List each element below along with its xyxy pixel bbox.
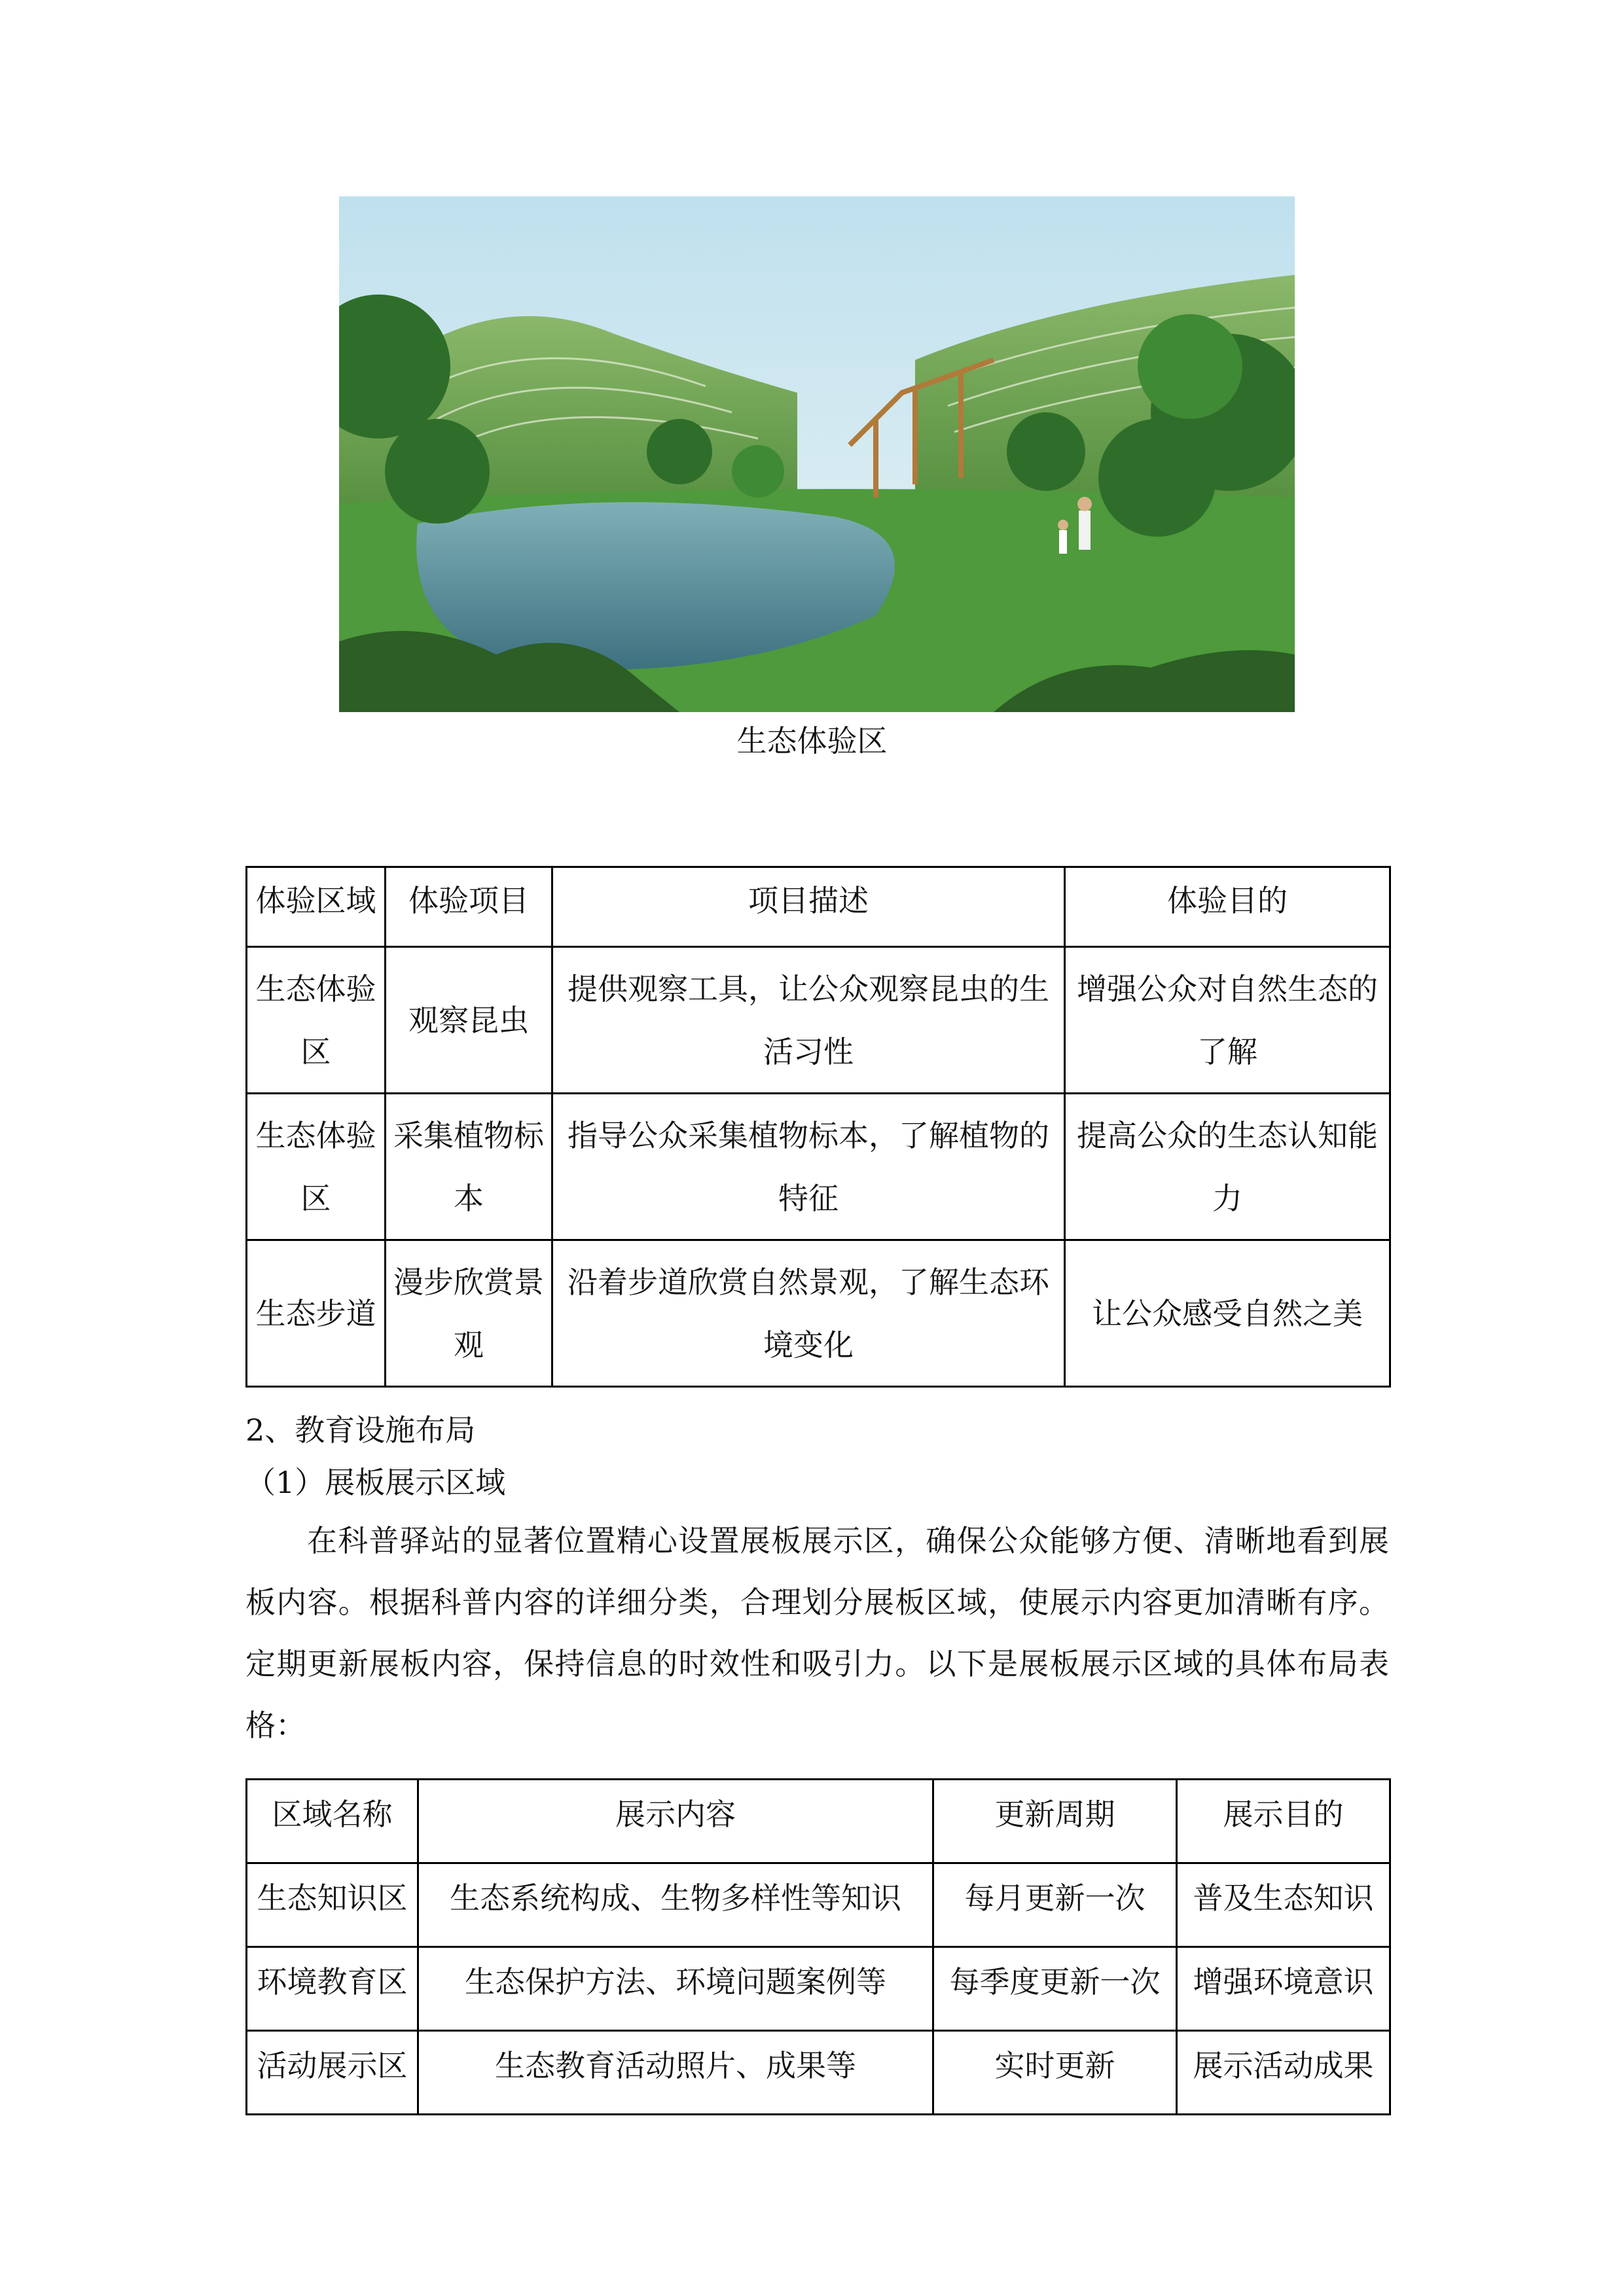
header-cell: 体验区域 <box>247 867 386 947</box>
table-cell: 生态系统构成、生物多样性等知识 <box>418 1863 933 1947</box>
table-cell: 提供观察工具，让公众观察昆虫的生活习性 <box>552 947 1065 1094</box>
table-row <box>247 1947 1390 2031</box>
table-row <box>247 1863 1390 1947</box>
table-row <box>247 947 1390 1094</box>
header-cell: 体验目的 <box>1065 867 1390 947</box>
table-cell: 活动展示区 <box>247 2031 418 2115</box>
table-cell: 提高公众的生态认知能力 <box>1065 1094 1390 1240</box>
table-cell: 实时更新 <box>933 2031 1177 2115</box>
body-paragraph: 在科普驿站的显著位置精心设置展板展示区，确保公众能够方便、清晰地看到展板内容。根据科普内容的详细分类，合理划分展板区域，使展示内容更加清晰有序。定期更新展板内容，保持信息的时效性和吸引力。以下是展板展示区域的具体布局表格： <box>245 1523 1389 1743</box>
table-row <box>247 2031 1390 2115</box>
table-cell: 采集植物标本 <box>386 1094 552 1240</box>
table-row <box>247 1094 1390 1240</box>
header-cell: 体验项目 <box>386 867 552 947</box>
table-cell: 每月更新一次 <box>933 1863 1177 1947</box>
table-cell: 增强公众对自然生态的了解 <box>1065 947 1390 1094</box>
table-cell: 生态教育活动照片、成果等 <box>418 2031 933 2115</box>
table-cell: 展示活动成果 <box>1177 2031 1390 2115</box>
header-cell: 项目描述 <box>552 867 1065 947</box>
table-cell: 指导公众采集植物标本，了解植物的特征 <box>552 1094 1065 1240</box>
table-cell: 生态体验区 <box>247 1094 386 1240</box>
table-cell: 沿着步道欣赏自然景观，了解生态环境变化 <box>552 1240 1065 1387</box>
display-board-table <box>245 1778 1391 2115</box>
header-cell: 展示目的 <box>1177 1780 1390 1863</box>
figure-caption: 生态体验区 <box>736 723 888 759</box>
table-cell: 普及生态知识 <box>1177 1863 1390 1947</box>
table-cell: 生态保护方法、环境问题案例等 <box>418 1947 933 2031</box>
table-cell: 观察昆虫 <box>386 947 552 1094</box>
header-cell: 区域名称 <box>247 1780 418 1863</box>
table-cell: 漫步欣赏景观 <box>386 1240 552 1387</box>
table-cell: 让公众感受自然之美 <box>1065 1240 1390 1387</box>
table-header-row <box>247 867 1390 947</box>
header-cell: 展示内容 <box>418 1780 933 1863</box>
table-cell: 每季度更新一次 <box>933 1947 1177 2031</box>
section-subheading: （1）展板展示区域 <box>245 1465 506 1500</box>
table-cell: 环境教育区 <box>247 1947 418 2031</box>
table-cell: 生态知识区 <box>247 1863 418 1947</box>
section-heading: 2、教育设施布局 <box>245 1412 476 1448</box>
experience-table <box>245 866 1391 1388</box>
table-cell: 生态体验区 <box>247 947 386 1094</box>
header-cell: 更新周期 <box>933 1780 1177 1863</box>
table-cell: 生态步道 <box>247 1240 386 1387</box>
table-cell: 增强环境意识 <box>1177 1947 1390 2031</box>
table-row <box>247 1240 1390 1387</box>
table-header-row <box>247 1780 1390 1863</box>
landscape-photo <box>339 196 1295 712</box>
landscape-illustration <box>339 196 1295 712</box>
